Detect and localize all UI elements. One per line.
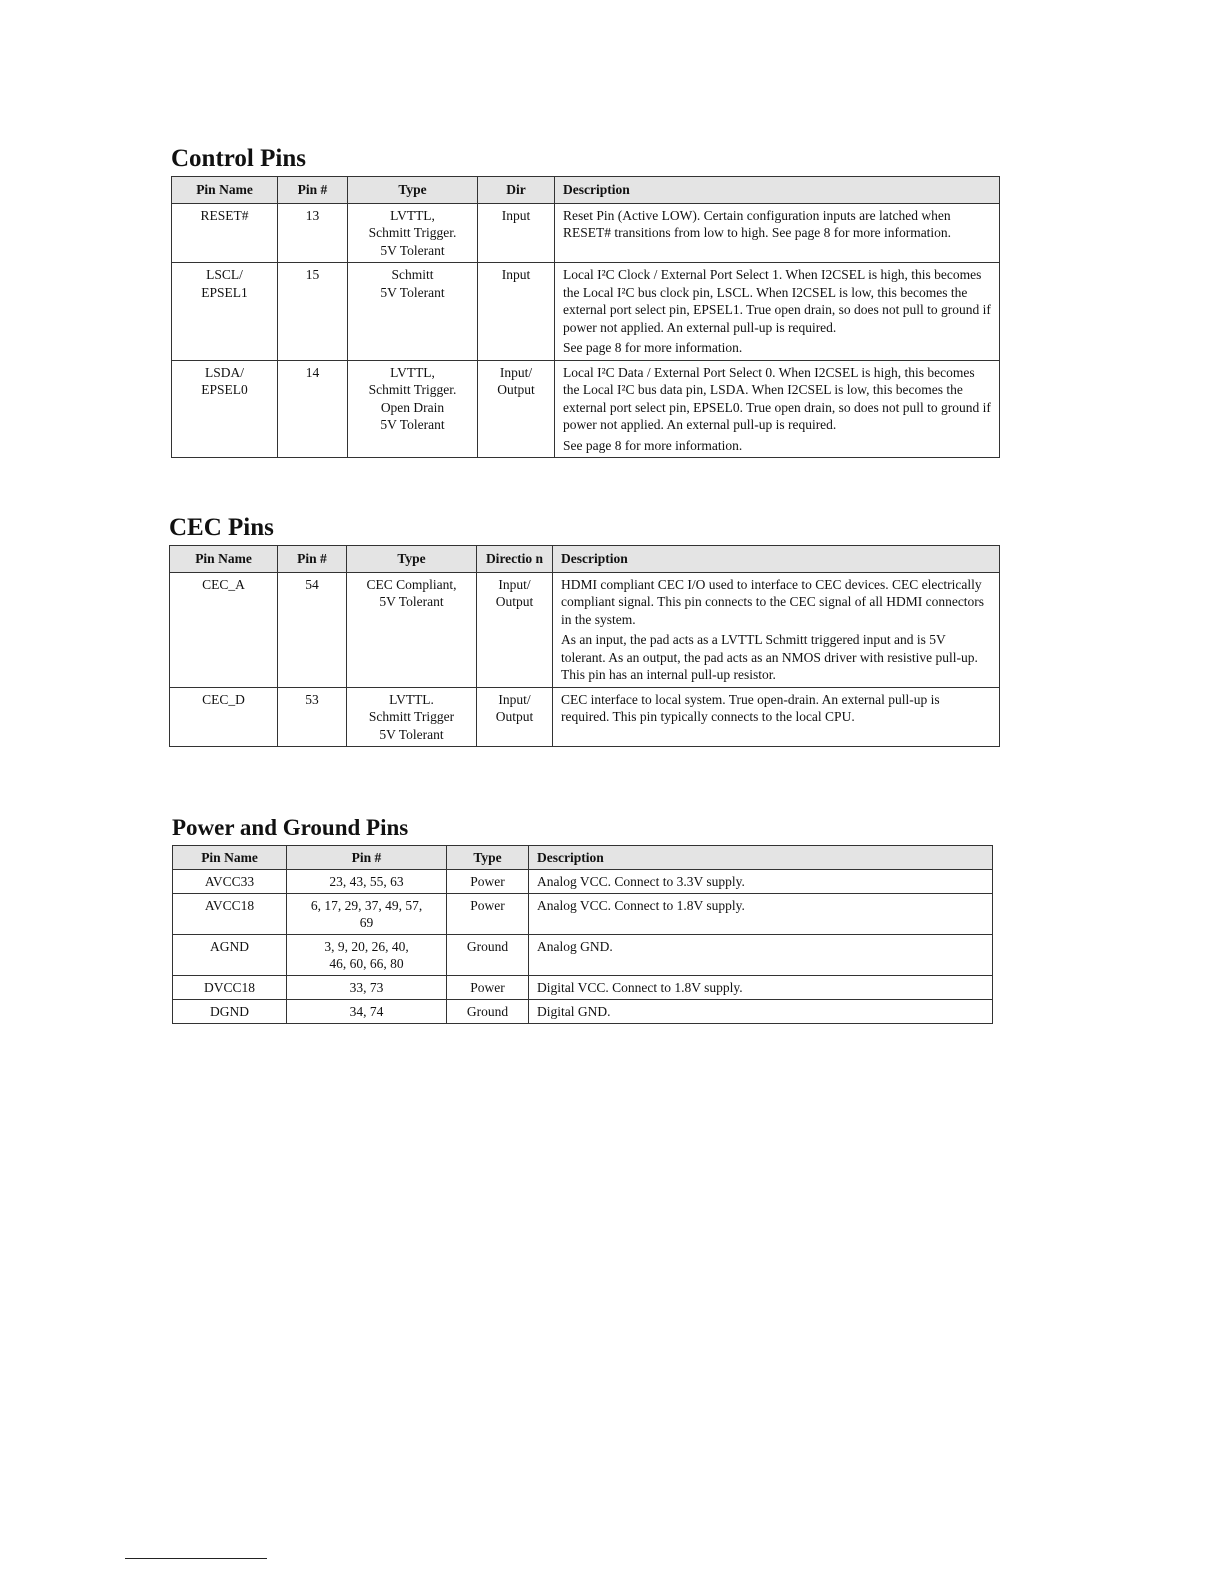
col-pin-number: Pin # — [278, 177, 348, 204]
type-cell: Ground — [447, 1000, 529, 1024]
col-description: Description — [529, 846, 993, 870]
table-header-row — [170, 546, 1000, 573]
cec-pins-table — [169, 545, 1000, 747]
dir-cell: Input/ Output — [477, 687, 553, 747]
type-cell: Power — [447, 870, 529, 894]
col-type: Type — [348, 177, 478, 204]
pin-name-cell: RESET# — [172, 203, 278, 263]
description-cell: HDMI compliant CEC I/O used to interface to CEC devices. CEC electrically compliant signal. This pin connects to the CEC signal of all HDMI connectors in the system. As an input, the pad acts as a LVTTL Schmitt triggered input and is 5V tolerant. As an output, the pad acts as an NMOS driver with resistive pull-up. This pin has an internal pull-up resistor. — [553, 572, 1000, 687]
control-pins-section — [171, 146, 1000, 458]
col-type: Type — [447, 846, 529, 870]
type-cell: LVTTL. Schmitt Trigger 5V Tolerant — [347, 687, 477, 747]
power-ground-section — [172, 815, 993, 1024]
description-cell: Analog GND. — [529, 935, 993, 976]
col-pin-name: Pin Name — [172, 177, 278, 204]
footnote-separator — [125, 1558, 267, 1559]
table-header-row — [172, 177, 1000, 204]
col-pin-number: Pin # — [278, 546, 347, 573]
col-pin-number: Pin # — [287, 846, 447, 870]
table-row — [170, 572, 1000, 687]
type-cell: Power — [447, 894, 529, 935]
pin-number-cell: 14 — [278, 360, 348, 458]
pin-name-cell: DGND — [173, 1000, 287, 1024]
table-row — [172, 203, 1000, 263]
type-cell: Schmitt 5V Tolerant — [348, 263, 478, 361]
pin-name-cell: AVCC33 — [173, 870, 287, 894]
type-cell: LVTTL, Schmitt Trigger. 5V Tolerant — [348, 203, 478, 263]
col-dir: Dir — [478, 177, 555, 204]
description-cell: Local I²C Data / External Port Select 0. When I2CSEL is high, this becomes the Local I²C bus data pin, LSDA. When I2CSEL is low, this becomes the external port select pin, EPSEL0. True open drain, so does not pull to ground if power not applied. An external pull-up is required. See page 8 for more information. — [555, 360, 1000, 458]
dir-cell: Input — [478, 263, 555, 361]
description-cell: CEC interface to local system. True open-drain. An external pull-up is required. This pin typically connects to the local CPU. — [553, 687, 1000, 747]
col-pin-name: Pin Name — [170, 546, 278, 573]
control-pins-title: Control Pins — [171, 145, 306, 172]
col-type: Type — [347, 546, 477, 573]
pin-name-cell: LSDA/ EPSEL0 — [172, 360, 278, 458]
table-row — [173, 894, 993, 935]
col-description: Description — [553, 546, 1000, 573]
pin-name-cell: DVCC18 — [173, 976, 287, 1000]
table-header-row — [173, 846, 993, 870]
table-row — [170, 687, 1000, 747]
pin-name-cell: AGND — [173, 935, 287, 976]
col-pin-name: Pin Name — [173, 846, 287, 870]
description-cell: Digital GND. — [529, 1000, 993, 1024]
pin-name-cell: CEC_A — [170, 572, 278, 687]
type-cell: Ground — [447, 935, 529, 976]
table-row — [172, 263, 1000, 361]
table-row — [173, 976, 993, 1000]
pin-number-cell: 33, 73 — [287, 976, 447, 1000]
pin-name-cell: LSCL/ EPSEL1 — [172, 263, 278, 361]
description-cell: Analog VCC. Connect to 3.3V supply. — [529, 870, 993, 894]
pin-name-cell: AVCC18 — [173, 894, 287, 935]
pin-number-cell: 13 — [278, 203, 348, 263]
pin-number-cell: 6, 17, 29, 37, 49, 57, 69 — [287, 894, 447, 935]
pin-number-cell: 3, 9, 20, 26, 40, 46, 60, 66, 80 — [287, 935, 447, 976]
table-row — [173, 935, 993, 976]
cec-pins-title: CEC Pins — [169, 514, 274, 541]
pin-number-cell: 23, 43, 55, 63 — [287, 870, 447, 894]
control-pins-table — [171, 176, 1000, 458]
pin-number-cell: 53 — [278, 687, 347, 747]
table-row — [173, 870, 993, 894]
table-row — [172, 360, 1000, 458]
pin-name-cell: CEC_D — [170, 687, 278, 747]
description-cell: Local I²C Clock / External Port Select 1. When I2CSEL is high, this becomes the Local I²C bus clock pin, LSCL. When I2CSEL is low, this becomes the external port select pin, EPSEL1. True open drain, so does not pull to ground if power not applied. An external pull-up is required. See page 8 for more information. — [555, 263, 1000, 361]
cec-pins-section — [169, 515, 1000, 747]
dir-cell: Input/ Output — [478, 360, 555, 458]
col-direction: Directio n — [477, 546, 553, 573]
type-cell: Power — [447, 976, 529, 1000]
power-ground-table — [172, 845, 993, 1024]
type-cell: CEC Compliant, 5V Tolerant — [347, 572, 477, 687]
description-cell: Analog VCC. Connect to 1.8V supply. — [529, 894, 993, 935]
pin-number-cell: 54 — [278, 572, 347, 687]
table-row — [173, 1000, 993, 1024]
pin-number-cell: 15 — [278, 263, 348, 361]
description-cell: Digital VCC. Connect to 1.8V supply. — [529, 976, 993, 1000]
type-cell: LVTTL, Schmitt Trigger. Open Drain 5V Tolerant — [348, 360, 478, 458]
pin-number-cell: 34, 74 — [287, 1000, 447, 1024]
col-description: Description — [555, 177, 1000, 204]
dir-cell: Input — [478, 203, 555, 263]
dir-cell: Input/ Output — [477, 572, 553, 687]
power-ground-title: Power and Ground Pins — [172, 815, 409, 840]
description-cell: Reset Pin (Active LOW). Certain configuration inputs are latched when RESET# transitions from low to high. See page 8 for more information. — [555, 203, 1000, 263]
